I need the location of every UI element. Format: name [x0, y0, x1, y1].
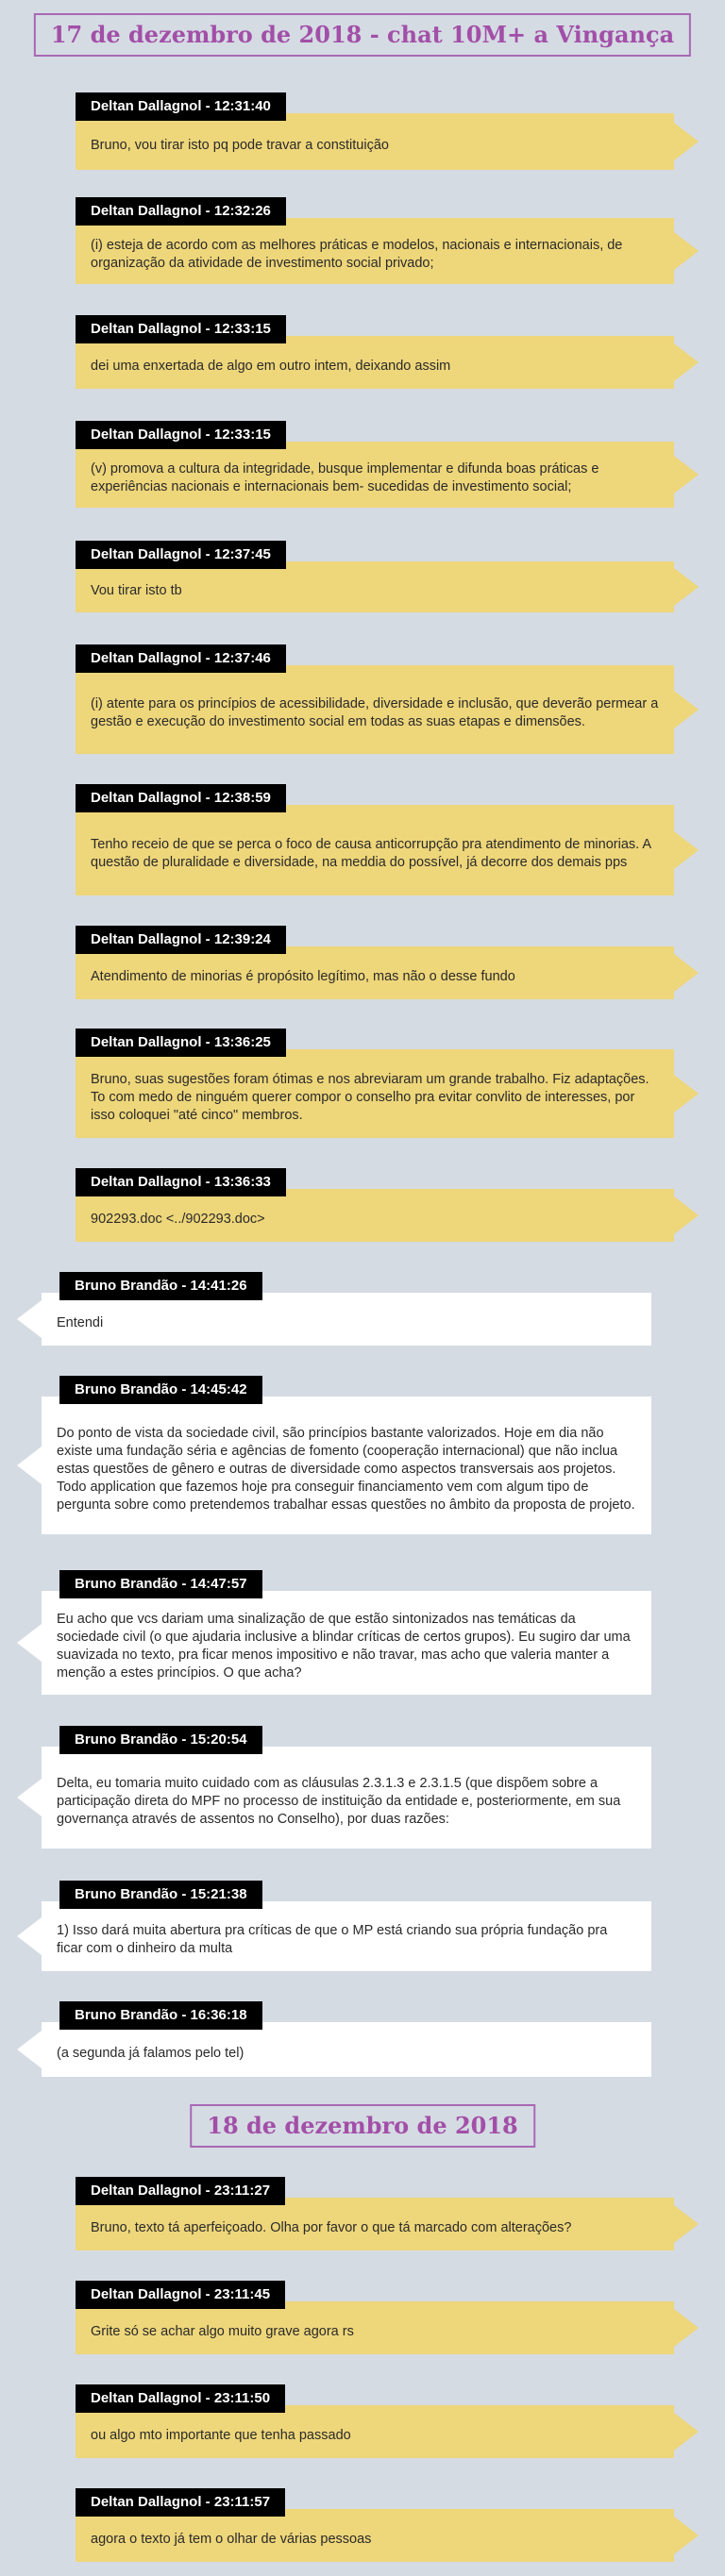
message-text: Bruno, vou tirar isto pq pode travar a constituição	[76, 113, 674, 170]
message	[0, 2001, 725, 2077]
message-text: Bruno, texto tá aperfeiçoado. Olha por favor o que tá marcado com alterações?	[76, 2198, 674, 2250]
message	[0, 1570, 725, 1695]
message-text: Grite só se achar algo muito grave agora rs	[76, 2301, 674, 2354]
message-text: Delta, eu tomaria muito cuidado com as cláusulas 2.3.1.3 e 2.3.1.5 (que dispõem sobre a participação direta do MPF no processo de instituição da entidade e, posteriormente, em sua governança através de assentos no Conselho), por duas razões:	[42, 1747, 651, 1848]
message	[0, 92, 725, 170]
message	[0, 2488, 725, 2562]
message-author: Deltan Dallagnol - 12:37:45	[76, 541, 286, 569]
day-header: 17 de dezembro de 2018 - chat 10M+ a Vingança	[34, 13, 691, 57]
message-text: (a segunda já falamos pelo tel)	[42, 2022, 651, 2077]
message-author: Deltan Dallagnol - 12:37:46	[76, 644, 286, 673]
message-author: Deltan Dallagnol - 23:11:45	[76, 2281, 285, 2309]
message-author: Bruno Brandão - 14:45:42	[59, 1376, 262, 1404]
message-text: Atendimento de minorias é propósito legítimo, mas não o desse fundo	[76, 946, 674, 999]
message	[0, 1272, 725, 1346]
message	[0, 1376, 725, 1534]
message-text: (v) promova a cultura da integridade, busque implementar e difunda boas práticas e experiências nacionais e internacionais bem- sucedidas de investimento social;	[76, 442, 674, 508]
message-author: Deltan Dallagnol - 23:11:50	[76, 2384, 285, 2413]
message-author: Deltan Dallagnol - 13:36:25	[76, 1029, 286, 1057]
message-author: Deltan Dallagnol - 23:11:27	[76, 2177, 285, 2205]
message-text: Vou tirar isto tb	[76, 561, 674, 612]
message-author: Bruno Brandão - 15:21:38	[59, 1881, 262, 1909]
message-text: ou algo mto importante que tenha passado	[76, 2405, 674, 2458]
message	[0, 541, 725, 612]
message	[0, 1881, 725, 1971]
message-author: Deltan Dallagnol - 12:33:15	[76, 421, 286, 449]
message-text: Do ponto de vista da sociedade civil, são princípios bastante valorizados. Hoje em dia não existe uma fundação séria e agências de fomento (cooperação internacional) que não inclua estas questões de gênero e outras de diversidade como aspectos transversais aos projetos. Todo application que fazemos hoje pra conseguir financiamento vem com algum tipo de pergunta sobre como pretendemos trabalhar essas questões no âmbito da proposta de projeto.	[42, 1397, 651, 1534]
message-author: Deltan Dallagnol - 23:11:57	[76, 2488, 285, 2517]
message-text: Eu acho que vcs dariam uma sinalização de que estão sintonizados nas temáticas da sociedade civil (o que ajudaria inclusive a blindar críticas de certos grupos). Eu sugiro dar uma suavizada no texto, pra ficar menos impositivo e não travar, mas acho que valeria manter a menção a estes princípios. O que acha?	[42, 1591, 651, 1695]
message-author: Deltan Dallagnol - 13:36:33	[76, 1168, 286, 1196]
message-author: Bruno Brandão - 16:36:18	[59, 2001, 262, 2030]
message-text: Bruno, suas sugestões foram ótimas e nos abreviaram um grande trabalho. Fiz adaptações. To com medo de ninguém querer compor o conselho pra evitar convlito de interesses, por isso coloquei "até cinco" membros.	[76, 1049, 674, 1138]
message-text: Tenho receio de que se perca o foco de causa anticorrupção pra atendimento de minorias. A questão de pluralidade e diversidade, na meddia do possível, já decorre dos demais pps	[76, 805, 674, 895]
message-author: Deltan Dallagnol - 12:33:15	[76, 315, 286, 343]
message	[0, 2177, 725, 2250]
message-text: (i) esteja de acordo com as melhores práticas e modelos, nacionais e internacionais, de organização da atividade de investimento social privado;	[76, 218, 674, 284]
day-header: 18 de dezembro de 2018	[190, 2104, 535, 2148]
message-text: Entendi	[42, 1293, 651, 1346]
message-text: 902293.doc <../902293.doc>	[76, 1189, 674, 1242]
message-author: Bruno Brandão - 15:20:54	[59, 1726, 262, 1754]
message-author: Deltan Dallagnol - 12:31:40	[76, 92, 286, 121]
message	[0, 2281, 725, 2354]
message	[0, 1726, 725, 1848]
message	[0, 1029, 725, 1138]
message	[0, 2384, 725, 2458]
message-author: Bruno Brandão - 14:41:26	[59, 1272, 262, 1300]
message	[0, 197, 725, 284]
message	[0, 644, 725, 754]
message-text: dei uma enxertada de algo em outro intem, deixando assim	[76, 336, 674, 389]
message-author: Deltan Dallagnol - 12:38:59	[76, 784, 286, 812]
message	[0, 421, 725, 508]
message-text: agora o texto já tem o olhar de várias pessoas	[76, 2509, 674, 2562]
message	[0, 926, 725, 999]
message-text: (i) atente para os princípios de acessibilidade, diversidade e inclusão, que deverão permear a gestão e execução do investimento social em todas as suas etapas e dimensões.	[76, 665, 674, 754]
message	[0, 1168, 725, 1242]
message-author: Bruno Brandão - 14:47:57	[59, 1570, 262, 1598]
message-text: 1) Isso dará muita abertura pra críticas de que o MP está criando sua própria fundação pra ficar com o dinheiro da multa	[42, 1901, 651, 1971]
message	[0, 315, 725, 389]
message-author: Deltan Dallagnol - 12:32:26	[76, 197, 286, 226]
message	[0, 784, 725, 895]
message-author: Deltan Dallagnol - 12:39:24	[76, 926, 286, 954]
